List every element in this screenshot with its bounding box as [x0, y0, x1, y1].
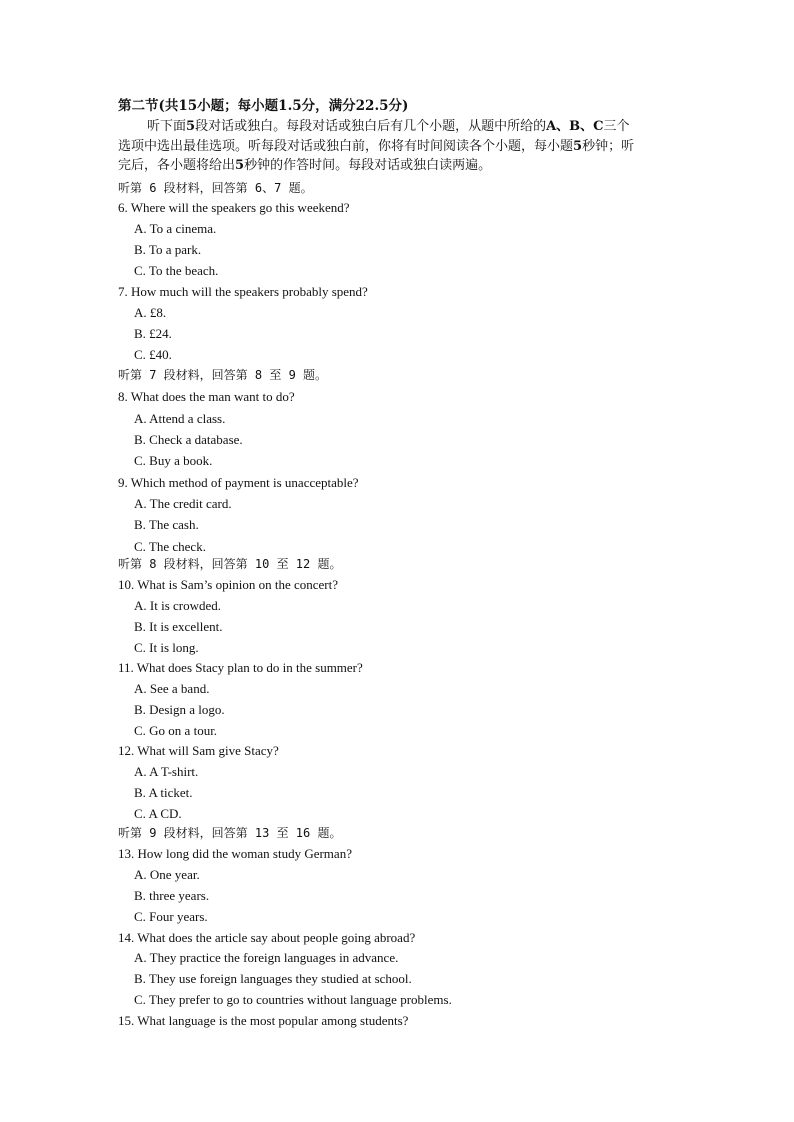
instructions-bold: 5	[235, 158, 245, 173]
question-stem: 13. How long did the woman study German?	[118, 846, 352, 861]
question-stem: 6. Where will the speakers go this weekend?	[118, 200, 350, 215]
option-a: A. One year.	[134, 867, 200, 882]
material-heading: 听第 9 段材料，回答第 13 至 16 题。	[118, 826, 342, 840]
option-a: A. A T-shirt.	[134, 764, 199, 779]
option-b: B. A ticket.	[134, 785, 193, 800]
instructions-bold: 5	[573, 139, 583, 154]
instructions-bold: A、B、C	[546, 119, 604, 134]
question-stem: 8. What does the man want to do?	[118, 389, 295, 404]
option-b: B. Design a logo.	[134, 702, 225, 717]
option-c: C. £40.	[134, 347, 172, 362]
option-a: A. Attend a class.	[134, 411, 226, 426]
option-c: C. It is long.	[134, 640, 199, 655]
instructions-line-3	[118, 158, 491, 174]
question-stem: 12. What will Sam give Stacy?	[118, 743, 279, 758]
option-c: C. A CD.	[134, 806, 182, 821]
option-c: C. The check.	[134, 539, 206, 554]
option-b: B. To a park.	[134, 242, 202, 257]
option-b: B. They use foreign languages they studied at school.	[134, 971, 412, 986]
option-a: A. The credit card.	[134, 496, 232, 511]
option-a: A. £8.	[134, 305, 167, 320]
instructions-text: 秒钟；听	[582, 139, 635, 154]
instructions-text: 秒钟的作答时间。每段对话或独白读两遍。	[244, 158, 492, 173]
option-c: C. They prefer to go to countries without language problems.	[134, 992, 452, 1007]
material-heading: 听第 7 段材料，回答第 8 至 9 题。	[118, 368, 328, 382]
option-c: C. Go on a tour.	[134, 723, 218, 738]
material-heading: 听第 6 段材料，回答第 6、7 题。	[118, 181, 313, 195]
instructions-line-1	[147, 119, 630, 135]
instructions-text: 听下面	[147, 119, 187, 134]
instructions-text: 段对话或独白。每段对话或独白后有几个小题，从题中所给的	[195, 119, 547, 134]
option-c: C. Four years.	[134, 909, 208, 924]
instructions-text: 三个	[603, 119, 630, 134]
question-stem: 9. Which method of payment is unacceptable?	[118, 475, 359, 490]
option-a: A. See a band.	[134, 681, 210, 696]
instructions-text: 完后，各小题将给出	[118, 158, 236, 173]
question-stem: 7. How much will the speakers probably spend?	[118, 284, 368, 299]
option-a: A. To a cinema.	[134, 221, 217, 236]
option-b: B. three years.	[134, 888, 210, 903]
question-stem: 10. What is Sam’s opinion on the concert?	[118, 577, 338, 592]
option-a: A. It is crowded.	[134, 598, 222, 613]
option-b: B. £24.	[134, 326, 172, 341]
option-c: C. To the beach.	[134, 263, 219, 278]
question-stem: 15. What language is the most popular among students?	[118, 1013, 409, 1028]
option-a: A. They practice the foreign languages in advance.	[134, 950, 399, 965]
material-heading: 听第 8 段材料，回答第 10 至 12 题。	[118, 557, 342, 571]
instructions-bold: 5	[186, 119, 196, 134]
question-stem: 14. What does the article say about people going abroad?	[118, 930, 416, 945]
option-b: B. The cash.	[134, 517, 199, 532]
instructions-text: 选项中选出最佳选项。听每段对话或独白前，你将有时间阅读各个小题，每小题	[118, 139, 574, 154]
option-c: C. Buy a book.	[134, 453, 213, 468]
question-stem: 11. What does Stacy plan to do in the summer?	[118, 660, 363, 675]
section-header: 第二节(共15小题；每小题1.5分，满分22.5分)	[118, 98, 409, 114]
option-b: B. It is excellent.	[134, 619, 223, 634]
option-b: B. Check a database.	[134, 432, 243, 447]
instructions-line-2	[118, 139, 634, 155]
